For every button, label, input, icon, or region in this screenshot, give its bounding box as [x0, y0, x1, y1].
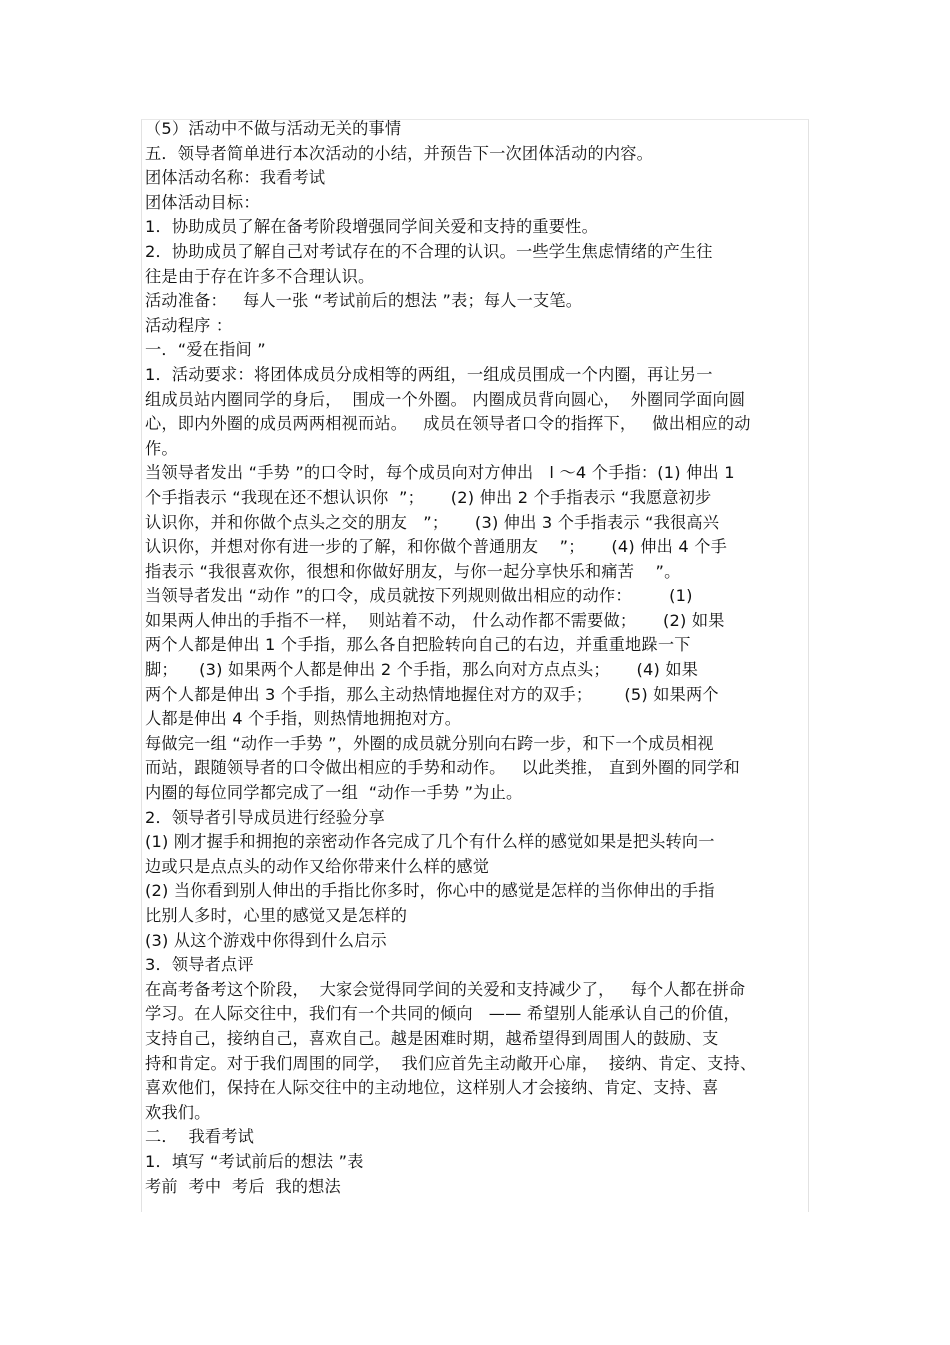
text-line: 心，即内外圈的成员两两相视而站。 成员在领导者口令的指挥下， 做出相应的动 — [145, 414, 751, 434]
text-line: 团体活动名称：我看考试 — [145, 168, 326, 188]
text-line: (2) 当你看到别人伸出的手指比你多时，你心中的感觉是怎样的当你伸出的手指 — [145, 881, 715, 901]
text-line: 活动程序 ： — [145, 315, 233, 335]
text-line: 两个人都是伸出 1 个手指，那么各自把脸转向自己的右边，并重重地跺一下 — [145, 635, 691, 655]
text-line: 每做完一组 “动作一手势 ”，外圈的成员就分别向右跨一步，和下一个成员相视 — [145, 733, 714, 753]
text-line: 认识你，并想对你有进一步的了解，和你做个普通朋友 ”； (4) 伸出 4 个手 — [145, 537, 727, 557]
text-line: 活动准备： 每人一张 “考试前后的想法 ”表；每人一支笔。 — [145, 291, 583, 311]
text-line: 团体活动目标： — [145, 192, 260, 212]
text-line: 两个人都是伸出 3 个手指，那么主动热情地握住对方的双手； (5) 如果两个 — [145, 684, 719, 704]
text-line: 1．填写 “考试前后的想法 ”表 — [145, 1151, 364, 1171]
text-line: 2．领导者引导成员进行经验分享 — [145, 807, 385, 827]
text-line: 比别人多时，心里的感觉又是怎样的 — [145, 906, 408, 925]
text-line: 五．领导者简单进行本次活动的小结，并预告下一次团体活动的内容。 — [145, 143, 654, 163]
text-line: 个手指表示 “我现在还不想认识你 ”； (2) 伸出 2 个手指表示 “我愿意初步 — [145, 487, 712, 507]
text-line: 而站，跟随领导者的口令做出相应的手势和动作。 以此类推， 直到外圈的同学和 — [145, 758, 740, 778]
text-line: 内圈的每位同学都完成了一组 “动作一手势 ”为止。 — [145, 783, 523, 803]
document-body — [145, 117, 809, 1199]
text-line: (3) 从这个游戏中你得到什么启示 — [145, 930, 387, 950]
text-line: 当领导者发出 “手势 ”的口令时，每个成员向对方伸出 l ～4 个手指：(1) 伸出 1 — [145, 463, 735, 483]
text-line: 支持自己，接纳自己，喜欢自己。越是困难时期，越希望得到周围人的鼓励、支 — [145, 1028, 719, 1048]
text-line: 往是由于存在许多不合理认识。 — [145, 266, 375, 286]
text-line: 持和肯定。对于我们周围的同学， 我们应首先主动敞开心扉， 接纳、肯定、支持、 — [145, 1053, 757, 1073]
text-line: （5）活动中不做与活动无关的事情 — [145, 119, 402, 138]
text-line: 人都是伸出 4 个手指，则热情地拥抱对方。 — [145, 709, 462, 729]
text-line: 一．“爱在指间 ” — [145, 340, 266, 360]
text-line: 作。 — [145, 438, 178, 458]
text-line: 喜欢他们，保持在人际交往中的主动地位，这样别人才会接纳、肯定、支持、喜 — [145, 1078, 719, 1098]
text-line: 脚； (3) 如果两个人都是伸出 2 个手指，那么向对方点点头； (4) 如果 — [145, 660, 699, 680]
text-line: 组成员站内圈同学的身后， 围成一个外圈。 内圈成员背向圆心， 外圈同学面向圆 — [145, 389, 746, 409]
text-line: 如果两人伸出的手指不一样， 则站着不动， 什么动作都不需要做； (2) 如果 — [145, 610, 725, 630]
text-line: (1) 刚才握手和拥抱的亲密动作各完成了几个有什么样的感觉如果是把头转向一 — [145, 832, 715, 852]
text-line: 1．活动要求：将团体成员分成相等的两组，一组成员围成一个内圈，再让另一 — [145, 364, 713, 384]
text-line: 边或只是点点头的动作又给你带来什么样的感觉 — [145, 856, 490, 876]
text-line: 在高考备考这个阶段， 大家会觉得同学间的关爱和支持减少了， 每个人都在拼命 — [145, 979, 746, 999]
text-line: 欢我们。 — [145, 1102, 211, 1122]
text-line: 二． 我看考试 — [145, 1127, 255, 1147]
text-line: 当领导者发出 “动作 ”的口令，成员就按下列规则做出相应的动作： (1) — [145, 586, 693, 606]
text-line: 学习。在人际交往中，我们有一个共同的倾向 —— 希望别人能承认自己的价值， — [145, 1004, 740, 1024]
text-line: 3．领导者点评 — [145, 955, 254, 975]
text-line: 考前 考中 考后 我的想法 — [145, 1176, 341, 1196]
text-line: 认识你，并和你做个点头之交的朋友 ”； (3) 伸出 3 个手指表示 “我很高兴 — [145, 512, 720, 532]
text-line: 1．协助成员了解在备考阶段增强同学间关爱和支持的重要性。 — [145, 217, 598, 237]
text-line: 2．协助成员了解自己对考试存在的不合理的认识。一些学生焦虑情绪的产生往 — [145, 241, 713, 261]
text-line: 指表示 “我很喜欢你，很想和你做好朋友，与你一起分享快乐和痛苦 ”。 — [145, 561, 681, 581]
